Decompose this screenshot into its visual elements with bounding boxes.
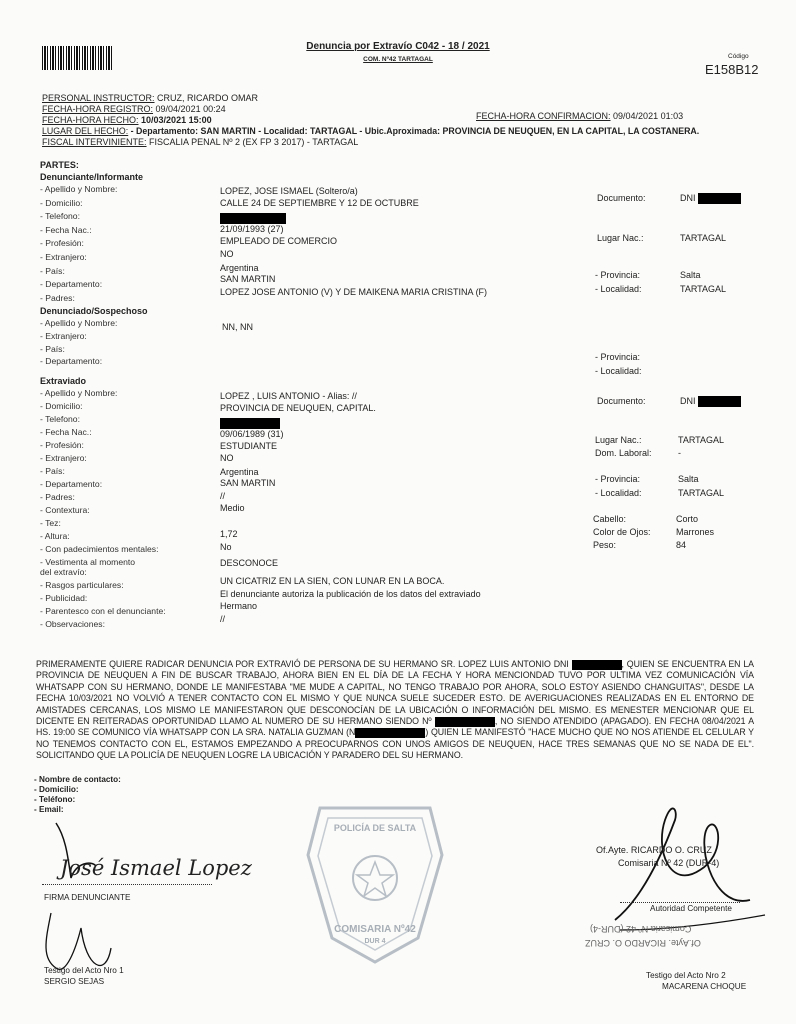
denunciado-title: Denunciado/Sospechoso (40, 306, 148, 316)
official-stamp-mirror-2: Comisaria Nº 42 (DUR-4) (590, 924, 692, 934)
observaciones-value: // (220, 613, 226, 624)
field-value: Argentina (220, 262, 259, 273)
field-label: - Profesión: (40, 238, 84, 249)
denunciante-values (220, 186, 487, 299)
field-label: - Contextura: (40, 505, 90, 515)
field-label: - Observaciones: (40, 619, 105, 629)
seal-top-text: POLICÍA DE SALTA (333, 823, 417, 833)
redacted-phone (435, 717, 495, 727)
narrative-part: , NO SIENDO ATENDIDO (APAGADO). EN FECHA 08/04/2021 A HS. 19:00 SE COMUNICO VÍA WHATSAPP CON LA SRA. NATALIA GUZMAN (N (36, 716, 755, 738)
field-label: - Departamento: (40, 356, 103, 366)
extraviado-lugar-nac-value: TARTAGAL (678, 435, 725, 445)
denunciado-localidad-label: - Localidad: (595, 366, 642, 376)
field-value: Argentina (220, 467, 259, 477)
field-label: - País: (40, 265, 65, 276)
extraviado-documento-label: Documento: (597, 396, 646, 406)
extraviado-labels (40, 388, 166, 632)
denunciante-lugar-nac-value: TARTAGAL (680, 233, 727, 243)
field-value: EMPLEADO DE COMERCIO (220, 236, 338, 246)
registro-row (42, 104, 226, 115)
field-label: - Con padecimientos mentales: (40, 544, 159, 554)
extraviado-documento (680, 396, 741, 407)
publicidad-value: El denunciante autoriza la publicación de los datos del extraviado (220, 588, 481, 599)
document-subtitle: COM. Nº42 TARTAGAL (363, 56, 433, 63)
codigo-label: Código (728, 53, 749, 60)
field-value: CALLE 24 DE SEPTIEMBRE Y 12 DE OCTUBRE (220, 197, 419, 208)
field-label: - Altura: (40, 531, 70, 541)
field-value: NO (220, 248, 234, 259)
field-label: - Departamento: (40, 279, 103, 290)
field-label: - Padres: (40, 292, 75, 303)
confirmacion-value: 09/04/2021 01:03 (613, 111, 684, 121)
denunciado-provincia-label: - Provincia: (595, 352, 641, 362)
cabello-value: Corto (676, 514, 699, 524)
lugar-value: - Departamento: SAN MARTIN - Localidad: TARTAGAL - Ubic.Aproximada: PROVINCIA DE NEUQUEN, EN LA CAPITAL, LA COSTANERA. (130, 126, 700, 136)
extraviado-values (220, 391, 481, 626)
testigo2-label: Testigo del Acto Nro 2 (646, 971, 726, 980)
official-signature-scribble (560, 780, 780, 980)
field-label: - Apellido y Nombre: (40, 184, 118, 194)
extraviado-title: Extraviado (40, 376, 87, 386)
documento-value: DNI (680, 396, 696, 406)
field-label: - Padres: (40, 492, 75, 502)
field-value: 21/09/1993 (27) (220, 223, 284, 234)
field-value: 1,72 (220, 529, 238, 539)
instructor-value: CRUZ, RICARDO OMAR (157, 93, 259, 103)
denunciante-localidad-value: TARTAGAL (680, 284, 727, 294)
field-value: 09/06/1989 (31) (220, 428, 284, 439)
contact-domicilio-label: - Domicilio: (34, 785, 79, 794)
denunciado-nombre-value: NN, NN (222, 322, 253, 332)
field-label: del extravío: (40, 567, 87, 577)
firma-line (42, 884, 212, 885)
seal-bottom-text: COMISARIA Nº42 (334, 924, 416, 935)
instructor-row (42, 93, 258, 104)
codigo-value: E158B12 (705, 62, 759, 77)
peso-label: Peso: (593, 540, 617, 550)
contact-email-label: - Email: (34, 805, 64, 814)
lugar-row (42, 126, 699, 137)
denunciante-labels (40, 184, 117, 306)
denunciante-lugar-nac-label: Lugar Nac.: (597, 233, 644, 243)
redacted-phone (355, 728, 425, 738)
lugar-label: LUGAR DEL HECHO: (42, 126, 129, 136)
field-label: - Vestimenta al momento (40, 557, 136, 567)
peso-value: 84 (676, 540, 687, 550)
field-label: - Telefono: (40, 211, 80, 222)
field-label: - Rasgos particulares: (40, 580, 124, 590)
testigo1-name: SERGIO SEJAS (44, 977, 105, 986)
denunciante-localidad-label: - Localidad: (595, 284, 642, 294)
fiscal-row (42, 137, 358, 148)
contact-nombre-label: - Nombre de contacto: (34, 775, 121, 784)
field-value: SAN MARTIN (220, 478, 276, 488)
official-stamp-mirror-1: Of.Ayte. RICARDO O. CRUZ (585, 938, 701, 948)
cabello-label: Cabello: (593, 514, 627, 524)
testigo1-label: Testigo del Acto Nro 1 (44, 966, 124, 975)
narrative-part: , QUIEN SE ENCUENTRA EN LA PROVINCIA DE NEUQUEN A FIN DE BUSCAR TRABAJO, AHORA BIEN EN EL DÍA DE LA FECHA Y HORA MENCIONDAD TUVO POR ULTIMA VEZ COMUNICACIÓN VÍA WHATSAPP CON SU HERMANO, DONDE LE MANIFESTABA "ME MUDE A CAPITAL, NO TENGO TRABAJO POR AHORA, SOLO ESTOY ASIENDO CHANGUITAS", DESDE LA FECHA 10/03/2021 NO VOLVIÓ A TENER CONTACTO CON EL MISMO Y QUE NUNCA SUELE SUCEDER ESTO. DE AVERIGUACIONES REALIZADAS EN EL ENTORNO DE AMISTADES CERCANAS, LOS MISMO LE MANIFESTARON QUE DESCONOCÍAN DE LA UBICACIÓN O INFORMACIÓN DEL MISMO. ES MENESTER MENCIONAR QUE EL DICENTE EN REITERADAS OPORTUNIDAD LLAMO AL NUMERO DE SU HERMANO SIENDO Nº (36, 659, 754, 727)
field-label: - Extranjero: (40, 331, 87, 341)
dom-laboral-label: Dom. Laboral: (595, 448, 652, 458)
field-label: - Profesión: (40, 440, 84, 450)
field-label: - País: (40, 343, 65, 354)
field-value: LOPEZ, JOSE ISMAEL (Soltero/a) (220, 186, 358, 196)
redacted-dni (698, 193, 741, 204)
registro-label: FECHA-HORA REGISTRO: (42, 104, 154, 114)
field-label: - Apellido y Nombre: (40, 388, 118, 398)
official-line1: Of.Ayte. RICARDO O. CRUZ (596, 845, 712, 855)
contact-telefono-label: - Teléfono: (34, 795, 76, 804)
ojos-label: Color de Ojos: (593, 527, 651, 537)
field-value: Medio (220, 503, 245, 513)
instructor-label: PERSONAL INSTRUCTOR: (42, 93, 155, 103)
field-label: - Domicilio: (40, 401, 83, 411)
field-label: - Departamento: (40, 479, 103, 489)
denunciante-documento (680, 193, 741, 204)
document-title: Denuncia por Extravío C042 - 18 / 2021 (306, 41, 490, 52)
field-label: - Fecha Nac.: (40, 427, 92, 437)
firma-denunciante-label: FIRMA DENUNCIANTE (44, 893, 131, 902)
field-label: - Extranjero: (40, 453, 87, 463)
hecho-label: FECHA-HORA HECHO: (42, 115, 139, 125)
field-value: LOPEZ , LUIS ANTONIO - Alias: // (220, 391, 357, 401)
field-label: - Telefono: (40, 414, 80, 424)
confirmacion-label: FECHA-HORA CONFIRMACION: (476, 111, 611, 121)
field-label: - Domicilio: (40, 197, 83, 208)
contact-block (34, 775, 121, 815)
rasgos-value: UN CICATRIZ EN LA SIEN, CON LUNAR EN LA BOCA. (220, 576, 445, 586)
field-value: No (220, 542, 232, 552)
redacted-phone (220, 210, 487, 224)
redacted-dni (572, 660, 622, 670)
ojos-value: Marrones (676, 527, 715, 537)
partes-title: PARTES: (40, 160, 79, 170)
extraviado-provincia-label: - Provincia: (595, 474, 641, 484)
field-label: - Parentesco con el denunciante: (40, 606, 166, 616)
field-label: - Extranjero: (40, 251, 87, 262)
field-label: - Tez: (40, 518, 61, 528)
fiscal-label: FISCAL INTERVINIENTE: (42, 137, 147, 147)
extraviado-lugar-nac-label: Lugar Nac.: (595, 435, 642, 445)
field-value: ESTUDIANTE (220, 440, 278, 451)
extraviado-localidad-value: TARTAGAL (678, 488, 725, 498)
narrative-part: PRIMERAMENTE QUIERE RADICAR DENUNCIA POR EXTRAVIÓ DE PERSONA DE SU HERMANO SR. LOPEZ LUIS ANTONIO DNI (36, 659, 569, 669)
dom-laboral-value: - (678, 448, 681, 458)
official-line2: Comisaria Nº 42 (DUR-4) (618, 858, 720, 868)
field-value: SAN MARTIN (220, 274, 276, 284)
denunciante-title: Denunciante/Informante (40, 172, 144, 182)
narrative (36, 659, 754, 762)
field-value: // (220, 491, 226, 501)
hecho-value: 10/03/2021 15:00 (141, 115, 212, 125)
denunciante-provincia-value: Salta (680, 270, 701, 280)
parentesco-value: Hermano (220, 601, 258, 611)
field-value: PROVINCIA DE NEUQUEN, CAPITAL. (220, 402, 376, 413)
narrative-part: ) QUIEN LE MANIFESTÓ "HACE MUCHO QUE NO NOS ATIENDE EL CELULAR Y NO TENEMOS CONTACTO CON EL, ESTAMOS EMPEZANDO A PREOCUPARNOS CON UNOS AMIGOS DE NEUQUEN, HACE TRES SEMANAS QUE NO SE NADA DE EL". SOLICITANDO QUE LA POLICÍA DE NEUQUEN LOGRE LA UBICACIÓN Y PARADERO DEL SU HERMANO. (36, 727, 754, 761)
hecho-row (42, 115, 212, 126)
vestimenta-value: DESCONOCE (220, 558, 279, 568)
seal-sub-text: DUR 4 (364, 938, 386, 945)
documento-value: DNI (680, 193, 696, 203)
denunciante-provincia-label: - Provincia: (595, 270, 641, 280)
field-label: - Fecha Nac.: (40, 224, 92, 235)
redacted-phone (220, 415, 481, 429)
field-value: LOPEZ JOSE ANTONIO (V) Y DE MAIKENA MARIA CRISTINA (F) (220, 287, 488, 297)
registro-value: 09/04/2021 00:24 (155, 104, 226, 114)
field-label: - Publicidad: (40, 593, 88, 603)
redacted-dni (698, 396, 741, 407)
autoridad-label: Autoridad Competente (650, 904, 732, 913)
denunciante-documento-label: Documento: (597, 193, 646, 203)
field-value: NO (220, 453, 234, 463)
autoridad-line (620, 902, 740, 903)
denunciante-handwriting: José Ismael Lopez (60, 856, 252, 880)
denunciado-labels (40, 318, 117, 369)
field-label: - País: (40, 466, 65, 476)
extraviado-localidad-label: - Localidad: (595, 488, 642, 498)
field-label: - Apellido y Nombre: (40, 318, 118, 328)
extraviado-provincia-value: Salta (678, 474, 699, 484)
confirmacion-row (476, 111, 683, 122)
testigo2-name: MACARENA CHOQUE (662, 982, 747, 991)
fiscal-value: FISCALIA PENAL Nº 2 (EX FP 3 2017) - TARTAGAL (149, 137, 359, 147)
